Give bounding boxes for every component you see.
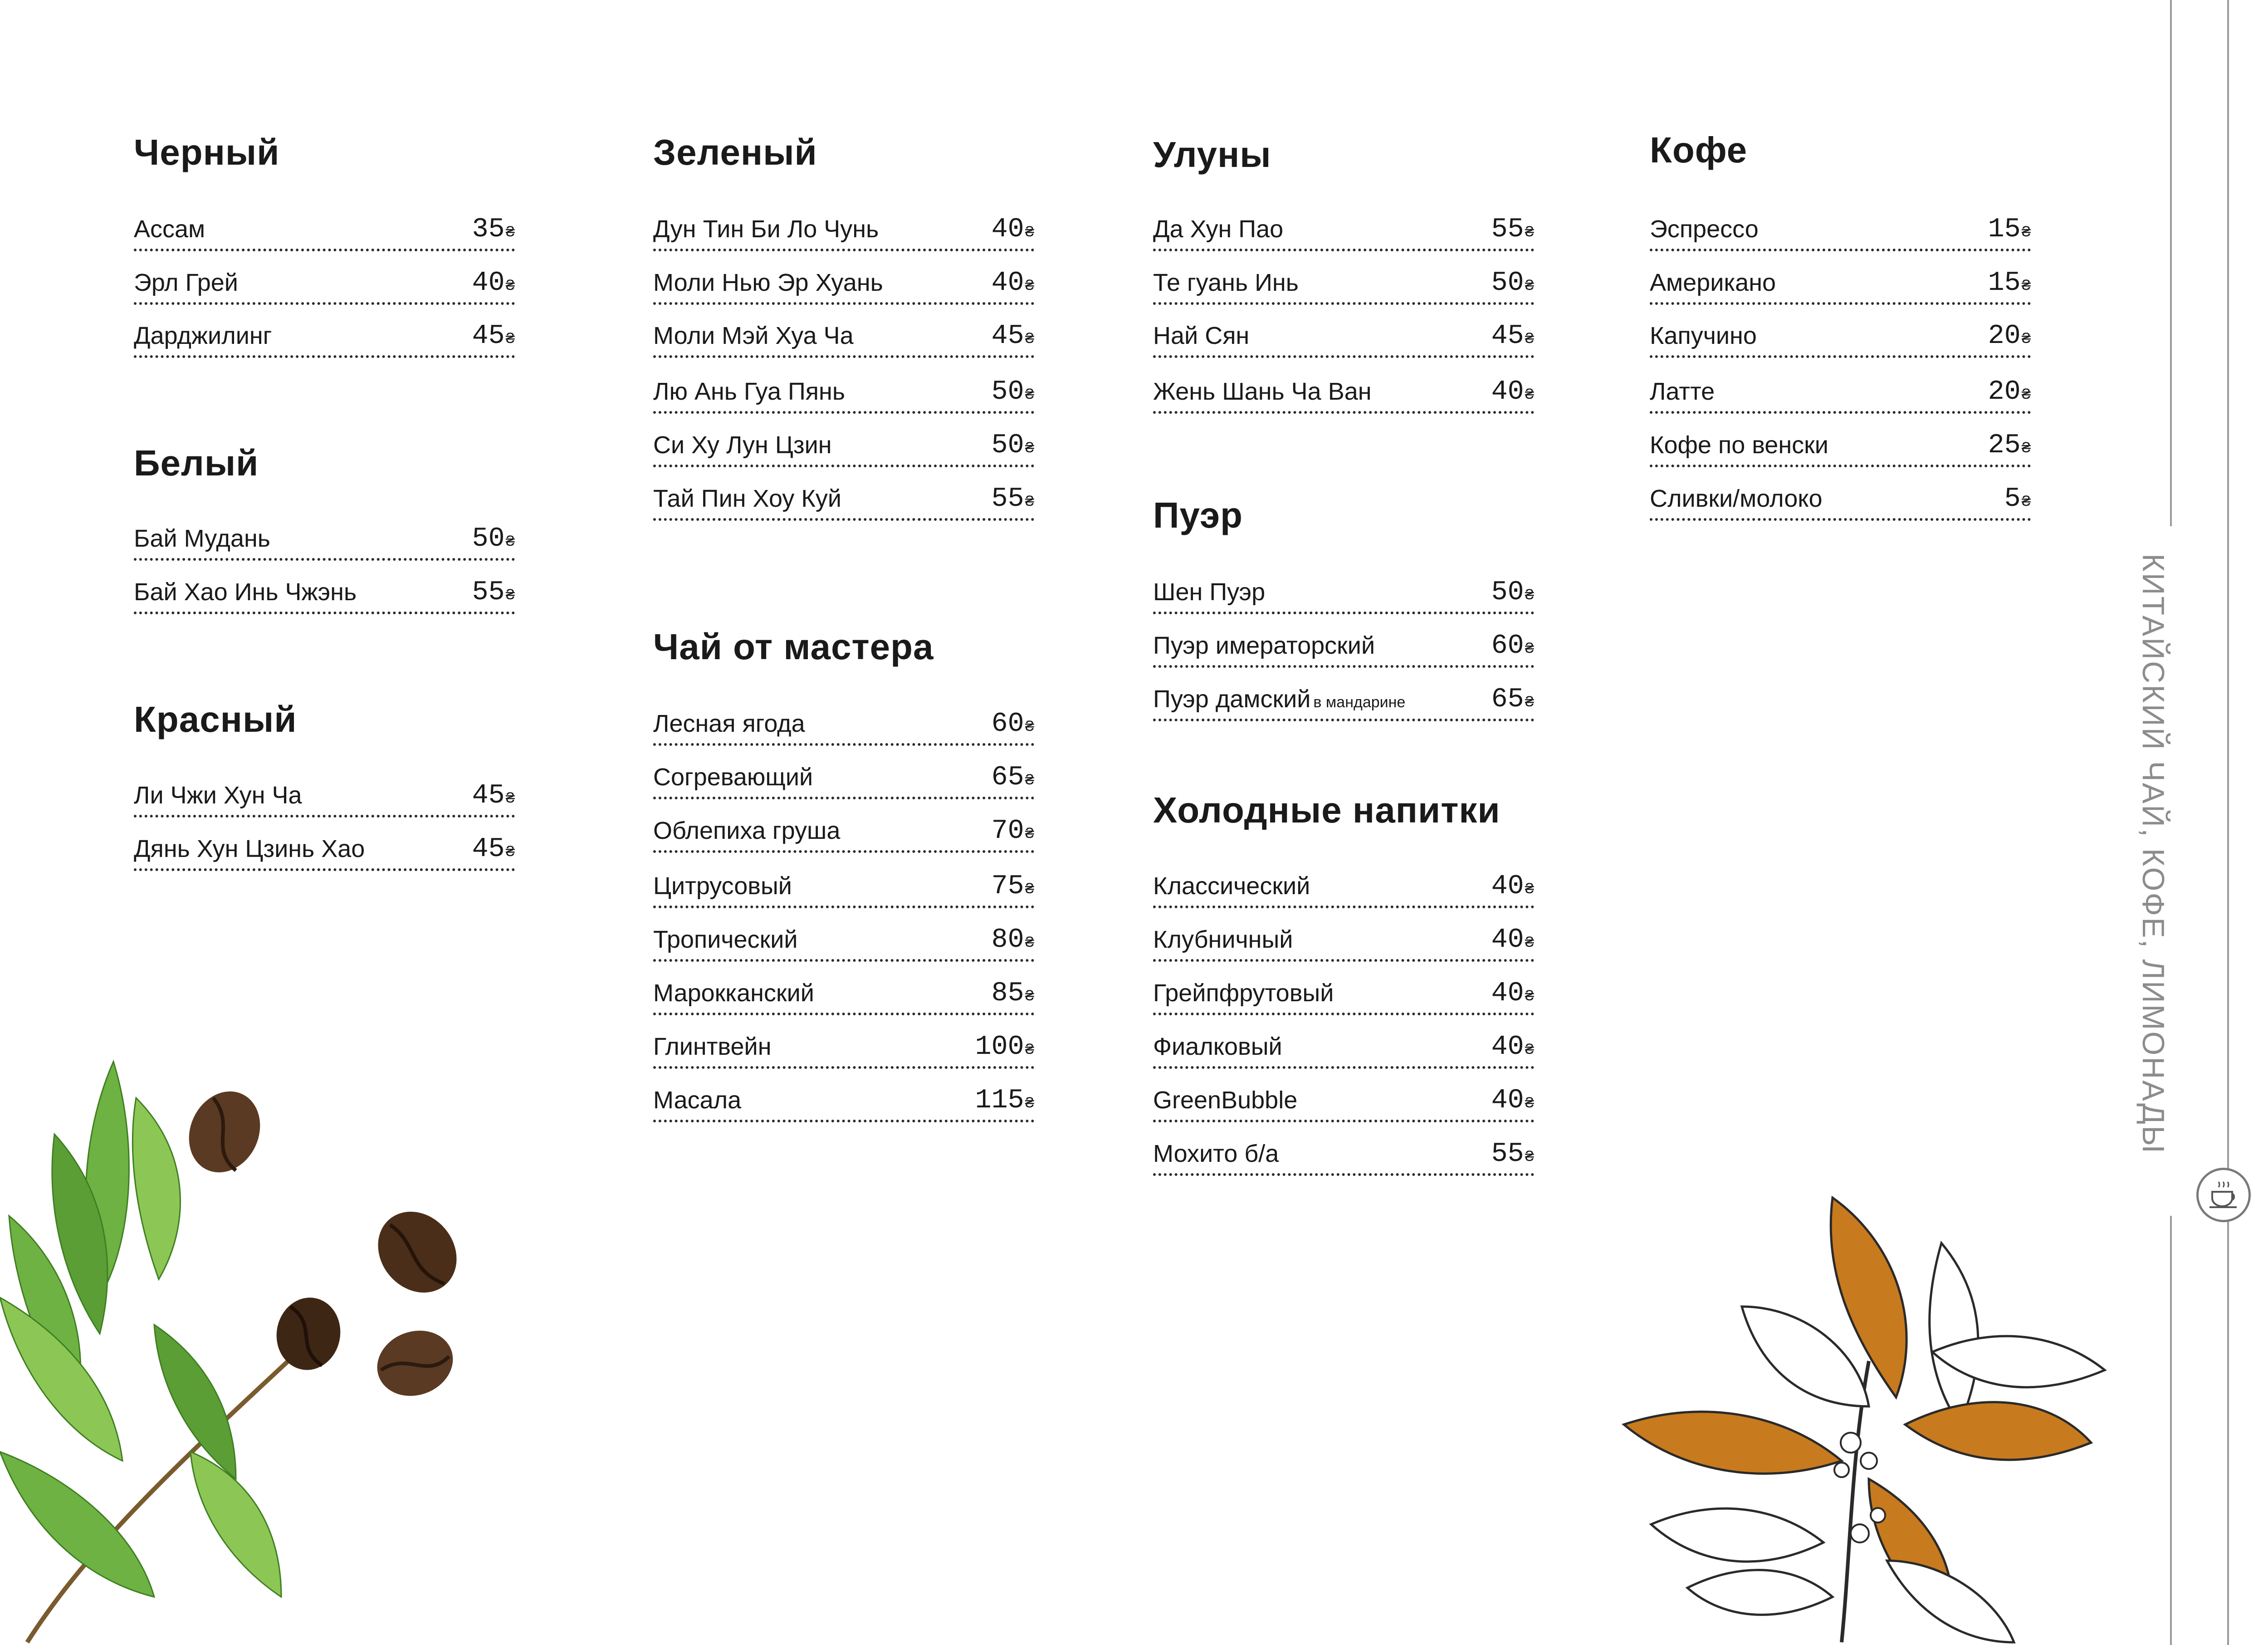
item-name bbox=[653, 1033, 772, 1061]
item-price bbox=[1491, 268, 1534, 299]
item-name bbox=[134, 215, 205, 243]
currency-symbol: ₴ bbox=[1025, 826, 1034, 843]
item-price bbox=[992, 871, 1034, 902]
item-price bbox=[1491, 577, 1534, 608]
item-price bbox=[992, 430, 1034, 461]
menu-item bbox=[653, 377, 1034, 414]
currency-symbol: ₴ bbox=[1025, 494, 1034, 511]
menu-item bbox=[653, 484, 1034, 521]
currency-symbol: ₴ bbox=[1525, 587, 1534, 604]
item-price bbox=[1988, 377, 2031, 407]
item-name bbox=[653, 817, 840, 845]
item-price-value: 60 bbox=[1491, 631, 1524, 661]
section-title-white: Белый bbox=[134, 443, 259, 483]
item-price bbox=[1491, 684, 1534, 715]
currency-symbol: ₴ bbox=[1025, 440, 1034, 457]
item-name-text: Кофе по венски bbox=[1650, 431, 1828, 459]
item-name bbox=[653, 925, 798, 954]
item-price-value: 45 bbox=[1491, 321, 1524, 352]
item-price-value: 65 bbox=[991, 762, 1024, 793]
item-price bbox=[992, 816, 1034, 847]
item-name bbox=[1650, 377, 1715, 406]
item-price-value: 15 bbox=[1988, 268, 2021, 299]
menu-item bbox=[653, 709, 1034, 746]
item-price bbox=[992, 321, 1034, 352]
currency-symbol: ₴ bbox=[1025, 224, 1034, 241]
item-name bbox=[1153, 1033, 1282, 1061]
currency-symbol: ₴ bbox=[2021, 278, 2031, 295]
currency-symbol: ₴ bbox=[1025, 1042, 1034, 1059]
item-name-text: Моли Нью Эр Хуань bbox=[653, 269, 883, 296]
item-price bbox=[1491, 321, 1534, 352]
item-name-text: Американо bbox=[1650, 269, 1776, 296]
section-title-black: Черный bbox=[134, 132, 280, 172]
item-price-value: 40 bbox=[991, 268, 1024, 299]
item-name-text: Дун Тин Би Ло Чунь bbox=[653, 215, 879, 243]
section-title-oolong: Улуны bbox=[1153, 134, 1271, 175]
item-price-value: 50 bbox=[1491, 577, 1524, 608]
menu-item bbox=[653, 1032, 1034, 1069]
item-name-text: Бай Мудань bbox=[134, 525, 270, 552]
item-price bbox=[1491, 631, 1534, 661]
item-name-text: Бай Хао Инь Чжэнь bbox=[134, 578, 357, 606]
item-name bbox=[653, 269, 883, 297]
item-price-value: 115 bbox=[975, 1085, 1024, 1116]
menu-item bbox=[1153, 214, 1534, 251]
currency-symbol: ₴ bbox=[2021, 224, 2031, 241]
currency-symbol: ₴ bbox=[505, 844, 515, 861]
item-name-text: Пуэр дамский bbox=[1153, 685, 1311, 713]
item-price bbox=[1491, 214, 1534, 245]
item-price bbox=[975, 1032, 1034, 1062]
item-name bbox=[1153, 685, 1405, 713]
currency-symbol: ₴ bbox=[2021, 440, 2031, 457]
menu-item bbox=[1650, 321, 2031, 358]
item-name bbox=[1650, 485, 1823, 513]
item-price-value: 70 bbox=[991, 816, 1024, 847]
item-name-text: Марокканский bbox=[653, 979, 814, 1007]
item-name-text: Пуэр имераторский bbox=[1153, 632, 1375, 659]
menu-item bbox=[1153, 577, 1534, 614]
currency-symbol: ₴ bbox=[1525, 694, 1534, 711]
item-name bbox=[1650, 431, 1828, 459]
item-price bbox=[472, 577, 515, 608]
item-price bbox=[1988, 321, 2031, 352]
item-name bbox=[134, 269, 238, 297]
item-name bbox=[1153, 979, 1334, 1007]
item-price-value: 35 bbox=[472, 214, 505, 245]
item-price-value: 55 bbox=[1491, 214, 1524, 245]
column-3 bbox=[1153, 0, 1534, 1645]
menu-item bbox=[1650, 484, 2031, 521]
currency-symbol: ₴ bbox=[1025, 331, 1034, 348]
currency-symbol: ₴ bbox=[1525, 1095, 1534, 1112]
currency-symbol: ₴ bbox=[1025, 719, 1034, 736]
item-name bbox=[1153, 925, 1293, 954]
item-name bbox=[1153, 1086, 1297, 1114]
item-price-value: 45 bbox=[472, 834, 505, 865]
item-name-text: Тай Пин Хоу Куй bbox=[653, 485, 842, 512]
section-title-puer: Пуэр bbox=[1153, 495, 1243, 535]
item-price-value: 60 bbox=[991, 709, 1024, 739]
item-price-value: 15 bbox=[1988, 214, 2021, 245]
menu-item bbox=[653, 214, 1034, 251]
menu-item bbox=[134, 834, 515, 871]
item-name bbox=[653, 763, 813, 791]
currency-symbol: ₴ bbox=[505, 587, 515, 604]
menu-item bbox=[1153, 631, 1534, 668]
item-name bbox=[653, 377, 845, 406]
currency-symbol: ₴ bbox=[1525, 1149, 1534, 1166]
currency-symbol: ₴ bbox=[1025, 988, 1034, 1005]
menu-item bbox=[1650, 430, 2031, 467]
item-name bbox=[134, 578, 357, 606]
item-price-value: 80 bbox=[991, 925, 1024, 955]
item-note: в мандарине bbox=[1313, 694, 1406, 711]
item-price bbox=[1988, 214, 2031, 245]
item-price bbox=[975, 1085, 1034, 1116]
side-rule-outer bbox=[2227, 0, 2229, 1645]
menu-item bbox=[1650, 268, 2031, 305]
item-price-value: 40 bbox=[1491, 925, 1524, 955]
item-name-text: Лесная ягода bbox=[653, 710, 805, 737]
item-name-text: Глинтвейн bbox=[653, 1033, 772, 1060]
item-name-text: Да Хун Пао bbox=[1153, 215, 1284, 243]
menu-item bbox=[653, 321, 1034, 358]
item-price bbox=[472, 780, 515, 811]
menu-item bbox=[1153, 268, 1534, 305]
item-price-value: 55 bbox=[472, 577, 505, 608]
item-name-text: Шен Пуэр bbox=[1153, 578, 1266, 606]
item-name bbox=[653, 485, 841, 513]
currency-symbol: ₴ bbox=[1025, 387, 1034, 404]
item-name bbox=[1153, 215, 1283, 243]
currency-symbol: ₴ bbox=[1025, 278, 1034, 295]
item-price-value: 40 bbox=[472, 268, 505, 299]
item-price bbox=[1988, 268, 2031, 299]
item-price bbox=[992, 214, 1034, 245]
item-price bbox=[472, 321, 515, 352]
item-price-value: 20 bbox=[1988, 377, 2021, 407]
menu-item bbox=[134, 524, 515, 561]
menu-item bbox=[1650, 377, 2031, 414]
item-price bbox=[2004, 484, 2031, 514]
menu-item bbox=[653, 1085, 1034, 1122]
item-price-value: 50 bbox=[991, 430, 1024, 461]
item-name bbox=[1153, 377, 1372, 406]
currency-symbol: ₴ bbox=[1525, 1042, 1534, 1059]
item-name-text: Грейпфрутовый bbox=[1153, 979, 1334, 1007]
menu-item bbox=[1153, 1139, 1534, 1176]
item-price-value: 45 bbox=[991, 321, 1024, 352]
currency-symbol: ₴ bbox=[1025, 1095, 1034, 1112]
item-name bbox=[134, 835, 365, 863]
item-price bbox=[1491, 377, 1534, 407]
section-title-cold: Холодные напитки bbox=[1153, 790, 1501, 830]
item-name-text: Согревающий bbox=[653, 764, 813, 791]
item-price bbox=[472, 214, 515, 245]
item-name-text: Клубничный bbox=[1153, 926, 1293, 953]
item-price bbox=[1491, 1139, 1534, 1170]
item-name-text: Лю Ань Гуа Пянь bbox=[653, 378, 845, 405]
item-price-value: 25 bbox=[1988, 430, 2021, 461]
menu-item bbox=[1153, 1032, 1534, 1069]
item-name bbox=[134, 322, 272, 350]
menu-item bbox=[134, 214, 515, 251]
item-name-text: Ли Чжи Хун Ча bbox=[134, 782, 302, 809]
item-name bbox=[653, 215, 879, 243]
item-name-text: Эрл Грей bbox=[134, 269, 238, 296]
item-price bbox=[992, 377, 1034, 407]
item-price-value: 55 bbox=[1491, 1139, 1524, 1170]
menu-item bbox=[134, 268, 515, 305]
item-name-text: GreenBubble bbox=[1153, 1087, 1298, 1114]
menu-item bbox=[653, 925, 1034, 962]
item-name bbox=[653, 431, 832, 459]
currency-symbol: ₴ bbox=[505, 224, 515, 241]
currency-symbol: ₴ bbox=[1525, 641, 1534, 658]
currency-symbol: ₴ bbox=[1525, 278, 1534, 295]
menu-item bbox=[1153, 377, 1534, 414]
item-price bbox=[1491, 1032, 1534, 1062]
item-name-text: Капучино bbox=[1650, 322, 1757, 349]
menu-item bbox=[1153, 321, 1534, 358]
item-name-text: Ассам bbox=[134, 215, 205, 243]
item-name-text: Дянь Хун Цзинь Хао bbox=[134, 835, 365, 862]
item-name bbox=[653, 322, 854, 350]
menu-item bbox=[1153, 684, 1534, 721]
currency-symbol: ₴ bbox=[2021, 387, 2031, 404]
tea-cup-icon bbox=[2196, 1168, 2251, 1222]
currency-symbol: ₴ bbox=[1025, 881, 1034, 898]
item-name-text: Масала bbox=[653, 1087, 742, 1114]
item-price-value: 75 bbox=[991, 871, 1024, 902]
menu-item bbox=[653, 762, 1034, 799]
section-title-green: Зеленый bbox=[653, 132, 817, 172]
coffee-branch-illustration bbox=[1615, 1189, 2114, 1645]
menu-item bbox=[653, 978, 1034, 1015]
item-price-value: 85 bbox=[991, 978, 1024, 1009]
item-price-value: 65 bbox=[1491, 684, 1524, 715]
menu-item bbox=[134, 321, 515, 358]
item-name-text: Дарджилинг bbox=[134, 322, 272, 349]
item-name-text: Тропический bbox=[653, 926, 798, 953]
side-rule-top bbox=[2170, 0, 2172, 526]
item-name-text: Си Ху Лун Цзин bbox=[653, 431, 832, 459]
item-price bbox=[992, 762, 1034, 793]
item-price bbox=[1988, 430, 2031, 461]
item-price-value: 50 bbox=[472, 524, 505, 554]
item-name bbox=[134, 781, 302, 809]
menu-item bbox=[1153, 925, 1534, 962]
item-price-value: 45 bbox=[472, 321, 505, 352]
item-price bbox=[1491, 1085, 1534, 1116]
item-name-text: Най Сян bbox=[1153, 322, 1250, 349]
item-price-value: 5 bbox=[2004, 484, 2021, 514]
item-price-value: 50 bbox=[1491, 268, 1524, 299]
item-name bbox=[1650, 215, 1759, 243]
currency-symbol: ₴ bbox=[1525, 387, 1534, 404]
item-price bbox=[992, 709, 1034, 739]
currency-symbol: ₴ bbox=[2021, 331, 2031, 348]
currency-symbol: ₴ bbox=[2021, 494, 2031, 511]
item-price-value: 40 bbox=[1491, 978, 1524, 1009]
item-price bbox=[992, 925, 1034, 955]
item-name-text: Сливки/молоко bbox=[1650, 485, 1823, 512]
item-name-text: Моли Мэй Хуа Ча bbox=[653, 322, 854, 349]
item-name-text: Жень Шань Ча Ван bbox=[1153, 378, 1372, 405]
item-price bbox=[992, 978, 1034, 1009]
item-price-value: 40 bbox=[1491, 1032, 1524, 1062]
item-name bbox=[1650, 322, 1757, 350]
currency-symbol: ₴ bbox=[1025, 935, 1034, 952]
item-name bbox=[653, 872, 792, 900]
menu-item bbox=[653, 430, 1034, 467]
item-price-value: 50 bbox=[991, 377, 1024, 407]
item-name-text: Цитрусовый bbox=[653, 872, 792, 900]
item-name-text: Эспрессо bbox=[1650, 215, 1759, 243]
item-name bbox=[653, 710, 805, 738]
item-price bbox=[1491, 871, 1534, 902]
menu-item bbox=[653, 268, 1034, 305]
item-name bbox=[1153, 1140, 1279, 1168]
item-name bbox=[1153, 322, 1249, 350]
item-name bbox=[1650, 269, 1776, 297]
item-name-text: Те гуань Инь bbox=[1153, 269, 1299, 296]
item-name-text: Классический bbox=[1153, 872, 1310, 900]
item-name bbox=[1153, 269, 1299, 297]
currency-symbol: ₴ bbox=[1525, 935, 1534, 952]
item-price bbox=[472, 524, 515, 554]
item-price-value: 40 bbox=[1491, 377, 1524, 407]
item-price bbox=[472, 834, 515, 865]
menu-item bbox=[134, 780, 515, 818]
item-price bbox=[1491, 978, 1534, 1009]
coffee-beans-illustration bbox=[181, 1080, 472, 1406]
item-price-value: 20 bbox=[1988, 321, 2021, 352]
currency-symbol: ₴ bbox=[505, 278, 515, 295]
menu-item bbox=[653, 816, 1034, 853]
item-price-value: 40 bbox=[1491, 1085, 1524, 1116]
section-title-coffee: Кофе bbox=[1650, 130, 1748, 170]
menu-item bbox=[1153, 978, 1534, 1015]
item-name-text: Мохито б/а bbox=[1153, 1140, 1279, 1167]
currency-symbol: ₴ bbox=[1025, 772, 1034, 789]
side-title: КИТАЙСКИЙ ЧАЙ, КОФЕ, ЛИМОНАДЫ bbox=[2136, 553, 2170, 1155]
currency-symbol: ₴ bbox=[1525, 224, 1534, 241]
item-name bbox=[653, 979, 814, 1007]
currency-symbol: ₴ bbox=[1525, 881, 1534, 898]
item-price bbox=[1491, 925, 1534, 955]
item-price bbox=[472, 268, 515, 299]
menu-item bbox=[134, 577, 515, 614]
item-price-value: 55 bbox=[991, 484, 1024, 514]
item-name bbox=[1153, 872, 1310, 900]
item-price bbox=[992, 484, 1034, 514]
side-rule-bottom bbox=[2170, 1216, 2172, 1645]
menu-item bbox=[1650, 214, 2031, 251]
item-name bbox=[1153, 578, 1265, 606]
currency-symbol: ₴ bbox=[505, 331, 515, 348]
item-price-value: 100 bbox=[975, 1032, 1024, 1062]
item-price bbox=[992, 268, 1034, 299]
menu-item bbox=[1153, 871, 1534, 908]
currency-symbol: ₴ bbox=[1525, 988, 1534, 1005]
item-name-text: Латте bbox=[1650, 378, 1715, 405]
column-2 bbox=[653, 0, 1034, 1645]
currency-symbol: ₴ bbox=[1525, 331, 1534, 348]
item-name bbox=[653, 1086, 741, 1114]
item-name-text: Фиалковый bbox=[1153, 1033, 1282, 1060]
currency-symbol: ₴ bbox=[505, 534, 515, 551]
menu-item bbox=[653, 871, 1034, 908]
item-price-value: 40 bbox=[1491, 871, 1524, 902]
item-name bbox=[134, 524, 270, 553]
section-title-red: Красный bbox=[134, 699, 297, 739]
item-name bbox=[1153, 632, 1375, 660]
item-price-value: 45 bbox=[472, 780, 505, 811]
item-name-text: Облепиха груша bbox=[653, 817, 841, 844]
item-price-value: 40 bbox=[991, 214, 1024, 245]
section-title-master: Чай от мастера bbox=[653, 627, 934, 667]
currency-symbol: ₴ bbox=[505, 790, 515, 808]
menu-item bbox=[1153, 1085, 1534, 1122]
